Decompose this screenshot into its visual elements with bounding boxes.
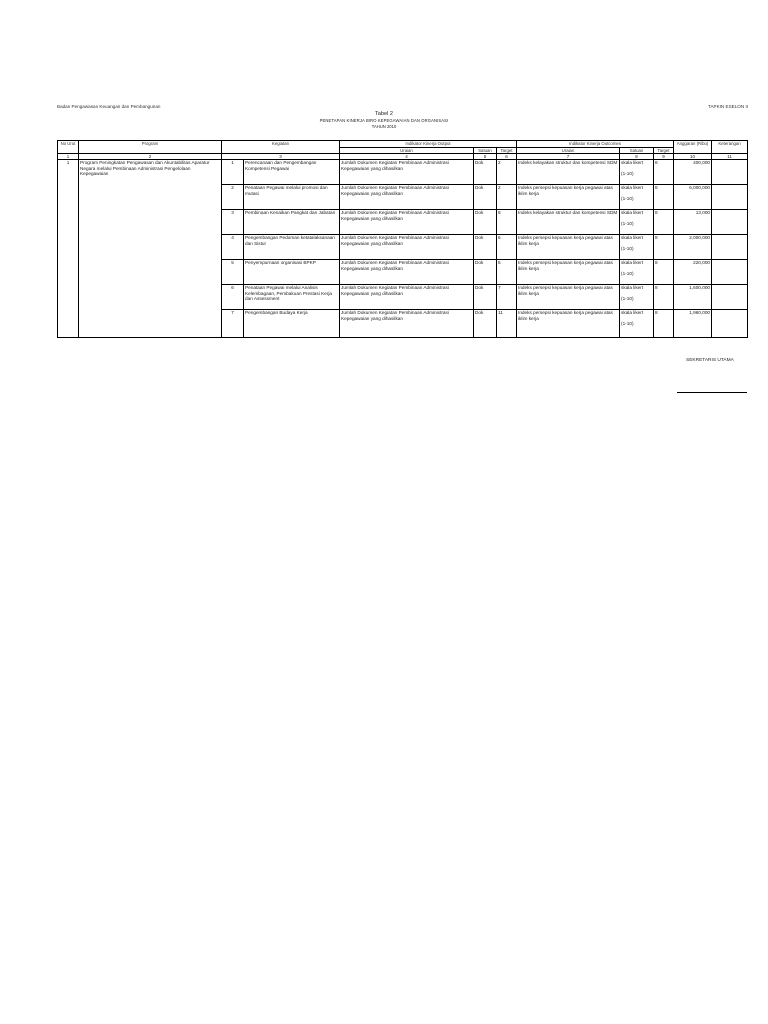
- outcome-scale: (1-10): [621, 270, 634, 276]
- outcome-uraian: Indeks persepsi kepuasan kerja pegawai atas iklim kerja: [517, 260, 620, 285]
- outcome-scale: (1-10): [621, 220, 634, 226]
- kegiatan-name: Perencanaan dan Pengembangan Kompetensi Pegawai: [244, 160, 340, 185]
- output-uraian: Jumlah Dokumen Kegiatan Pembinaan Administrasi Kepegawaian yang dihasilkan: [340, 160, 474, 185]
- kegiatan-no: 7: [222, 310, 244, 338]
- kegiatan-no: 2: [222, 185, 244, 210]
- outcome-satuan: [620, 235, 654, 260]
- table-row: [58, 160, 748, 185]
- output-uraian: Jumlah Dokumen Kegiatan Pembinaan Administrasi Kepegawaian yang dihasilkan: [340, 210, 474, 235]
- output-target: 8: [497, 210, 517, 235]
- kegiatan-name: Penataan Pegawai melalui Analisis Kelembagaan, Pembakuan Prestasi Kerja dan Assessment: [244, 285, 340, 310]
- keterangan-value: [712, 260, 748, 285]
- output-satuan: Dok: [474, 260, 497, 285]
- document-code: TAPKIN ESELON II: [708, 104, 748, 109]
- outcome-target: 8: [654, 310, 674, 338]
- outcome-scale: (1-10): [621, 295, 634, 301]
- outcome-satuan: [620, 185, 654, 210]
- header-satuan-output: Satuan: [474, 148, 497, 154]
- header-satuan-outcome: Satuan: [620, 148, 654, 154]
- col-number: 9: [654, 154, 674, 160]
- signature-line: [677, 392, 747, 393]
- header-program: Program: [79, 141, 222, 154]
- outcome-target: 8: [654, 260, 674, 285]
- outcome-scale: (1-10): [621, 320, 634, 326]
- output-uraian: Jumlah Dokumen Kegiatan Pembinaan Administrasi Kepegawaian yang dihasilkan: [340, 310, 474, 338]
- output-target: 7: [497, 285, 517, 310]
- header-target-outcome: Target: [654, 148, 674, 154]
- output-target: 2: [497, 160, 517, 185]
- outcome-target: 8: [654, 235, 674, 260]
- outcome-scale: (1-10): [621, 195, 634, 201]
- outcome-target: 8: [654, 160, 674, 185]
- outcome-satuan: [620, 310, 654, 338]
- kegiatan-no: 4: [222, 235, 244, 260]
- keterangan-value: [712, 210, 748, 235]
- title-block: [300, 111, 468, 129]
- table-subtitle: PENETAPAN KINERJA BIRO KEPEGAWAIAN DAN ORGANISASI: [319, 118, 449, 123]
- outcome-target: 8: [654, 185, 674, 210]
- header-keterangan: Keterangan: [712, 141, 748, 154]
- output-target: 11: [497, 310, 517, 338]
- kegiatan-name: Pembinaan Kenaikan Pangkat dan Jabatan: [244, 210, 340, 235]
- keterangan-value: [712, 160, 748, 185]
- outcome-satuan: [620, 210, 654, 235]
- output-uraian: Jumlah Dokumen Kegiatan Pembinaan Administrasi Kepegawaian yang dihasilkan: [340, 260, 474, 285]
- kegiatan-no: 6: [222, 285, 244, 310]
- output-satuan: Dok: [474, 285, 497, 310]
- col-number: 11: [712, 154, 748, 160]
- kegiatan-no: 1: [222, 160, 244, 185]
- outcome-uraian: Indeks kelayakan struktur dan kompetensi SDM: [517, 160, 620, 185]
- header-uraian-output: Uraian: [340, 148, 474, 154]
- header-uraian-outcome: Uraian: [517, 148, 620, 154]
- output-satuan: Dok: [474, 185, 497, 210]
- outcome-satuan-text: skala likert: [621, 310, 644, 316]
- col-number: 5: [474, 154, 497, 160]
- keterangan-value: [712, 185, 748, 210]
- col-number: 1: [58, 154, 79, 160]
- performance-table: [57, 140, 748, 338]
- header-anggaran: Anggaran (Ribu): [674, 141, 712, 154]
- output-uraian: Jumlah Dokumen Kegiatan Pembinaan Administrasi Kepegawaian yang dihasilkan: [340, 285, 474, 310]
- kegiatan-name: Pengembangan Pedoman ketatalaksanaan dan Sistur: [244, 235, 340, 260]
- output-satuan: Dok: [474, 210, 497, 235]
- outcome-uraian: Indeks persepsi kepuasan kerja pegawai atas iklim kerja: [517, 235, 620, 260]
- output-target: 5: [497, 260, 517, 285]
- outcome-satuan-text: skala likert: [621, 210, 644, 216]
- keterangan-value: [712, 310, 748, 338]
- anggaran-value: 1,600,000: [674, 285, 712, 310]
- anggaran-value: 13,000: [674, 210, 712, 235]
- header-target-output: Target: [497, 148, 517, 154]
- output-uraian: Jumlah Dokumen Kegiatan Pembinaan Administrasi Kepegawaian yang dihasilkan: [340, 235, 474, 260]
- anggaran-value: 2,000,000: [674, 235, 712, 260]
- table-title: Tabel 2: [374, 111, 394, 117]
- outcome-target: 8: [654, 210, 674, 235]
- outcome-satuan-text: skala likert: [621, 235, 644, 241]
- anggaran-value: 1,960,000: [674, 310, 712, 338]
- col-number: 4: [340, 154, 474, 160]
- output-target: 6: [497, 235, 517, 260]
- institution-name: Badan Pengawasan Keuangan dan Pembangunan: [57, 104, 161, 109]
- col-number: 3: [222, 154, 340, 160]
- header-no-urut: No Urut: [58, 141, 79, 154]
- col-number: 2: [79, 154, 222, 160]
- output-uraian: Jumlah Dokumen Kegiatan Pembinaan Administrasi Kepegawaian yang dihasilkan: [340, 185, 474, 210]
- output-satuan: Dok: [474, 160, 497, 185]
- outcome-uraian: Indeks persepsi kepuasan kerja pegawai atas iklim kerja: [517, 310, 620, 338]
- col-number: 7: [517, 154, 620, 160]
- outcome-satuan-text: skala likert: [621, 285, 644, 291]
- output-target: 2: [497, 185, 517, 210]
- header-output-group: Indikator Kinerja Output: [340, 141, 517, 148]
- table-year: TAHUN 2010: [371, 124, 397, 129]
- col-number: 8: [620, 154, 654, 160]
- signatory-title: SEKRETARIS UTAMA: [686, 358, 734, 363]
- row-no-urut: 1: [58, 160, 79, 338]
- outcome-satuan-text: skala likert: [621, 185, 644, 191]
- outcome-satuan: [620, 160, 654, 185]
- output-satuan: Dok: [474, 235, 497, 260]
- outcome-satuan: [620, 285, 654, 310]
- anggaran-value: 6,000,000: [674, 185, 712, 210]
- header-kegiatan: Kegiatan: [222, 141, 340, 154]
- outcome-target: 8: [654, 285, 674, 310]
- col-number: 6: [497, 154, 517, 160]
- anggaran-value: 220,000: [674, 260, 712, 285]
- kegiatan-name: Penyempurnaan organisasi BPKP: [244, 260, 340, 285]
- col-number: 10: [674, 154, 712, 160]
- keterangan-value: [712, 285, 748, 310]
- outcome-uraian: Indeks persepsi kepuasan kerja pegawai atas iklim kerja: [517, 185, 620, 210]
- kegiatan-name: Penataan Pegawai melalui promosi dan mutasi: [244, 185, 340, 210]
- anggaran-value: 400,000: [674, 160, 712, 185]
- outcome-satuan-text: skala likert: [621, 160, 644, 166]
- outcome-uraian: Indeks kelayakan struktur dan kompetensi SDM: [517, 210, 620, 235]
- outcome-scale: (1-10): [621, 245, 634, 251]
- outcome-satuan-text: skala likert: [621, 260, 644, 266]
- outcome-uraian: Indeks persepsi kepuasan kerja pegawai atas iklim kerja: [517, 285, 620, 310]
- kegiatan-no: 5: [222, 260, 244, 285]
- outcome-scale: (1-10): [621, 170, 634, 176]
- output-satuan: Dok: [474, 310, 497, 338]
- kegiatan-name: Pengembangan Budaya Kerja: [244, 310, 340, 338]
- keterangan-value: [712, 235, 748, 260]
- outcome-satuan: [620, 260, 654, 285]
- kegiatan-no: 3: [222, 210, 244, 235]
- header-outcome-group: Indikator Kinerja Outcomes: [517, 141, 674, 148]
- program-name: Program Peningkatan Pengawasan dan Akuntabilitas Aparatur Negara melalui Pembinaan Administrasi Pengelolaan Kepegawaian: [79, 160, 222, 338]
